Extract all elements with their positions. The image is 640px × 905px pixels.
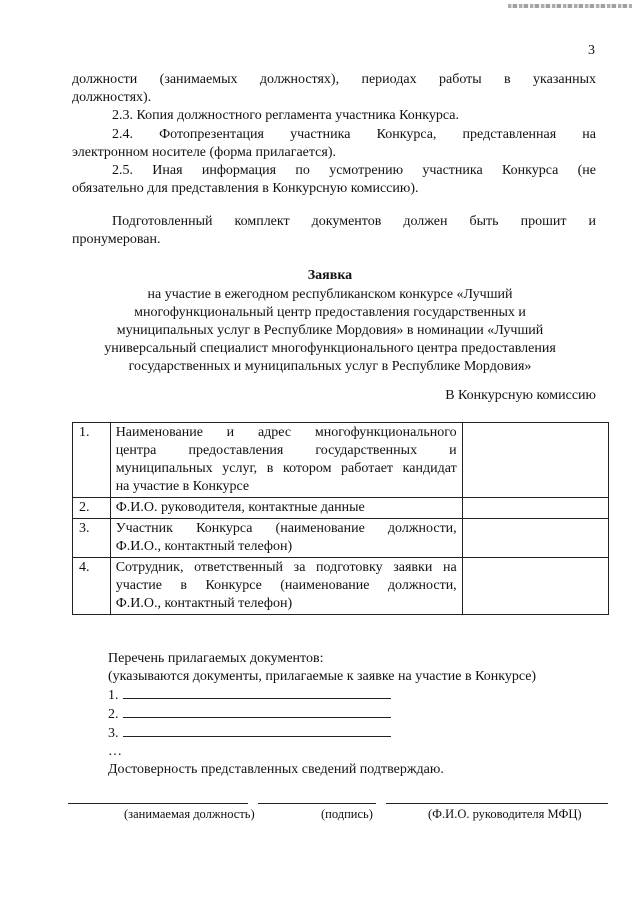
text-line: Ф.И.О., контактный телефон) bbox=[115, 539, 293, 554]
table-row bbox=[73, 423, 609, 498]
item-2-5 bbox=[72, 162, 596, 198]
text-line: муниципальных услуг, в котором работает кандидат bbox=[115, 461, 457, 476]
text-line: пронумерован. bbox=[72, 232, 161, 247]
text-line: на участие в Конкурсе bbox=[115, 479, 250, 494]
doc-item-blank[interactable] bbox=[123, 686, 391, 699]
subtitle-line: муниципальных услуг в Республике Мордовия» в номинации «Лучший bbox=[116, 323, 544, 338]
text-line: должностях). bbox=[72, 90, 152, 105]
doc-item bbox=[108, 705, 536, 724]
item-2-3 bbox=[72, 107, 596, 125]
row-label bbox=[110, 423, 462, 498]
doc-item-blank[interactable] bbox=[123, 705, 391, 718]
doc-item-number: 3. bbox=[108, 726, 119, 741]
doc-item-number: 1. bbox=[108, 688, 119, 703]
addressee: В Конкурсную комиссию bbox=[445, 388, 596, 403]
row-label bbox=[110, 558, 462, 615]
doc-item bbox=[108, 724, 536, 743]
application-table bbox=[72, 422, 609, 615]
subtitle-line: государственных и муниципальных услуг в Республике Мордовия» bbox=[128, 359, 532, 374]
doc-item-number: 2. bbox=[108, 707, 119, 722]
text-line: центра предоставления государственных и bbox=[115, 443, 457, 458]
text-line: Ф.И.О., контактный телефон) bbox=[115, 596, 293, 611]
doc-ellipsis: … bbox=[108, 744, 122, 759]
text-line: Участник Конкурса (наименование должности, bbox=[115, 521, 457, 536]
subtitle-line: на участие в ежегодном республиканском конкурсе «Лучший bbox=[147, 287, 513, 302]
scan-artifact bbox=[508, 4, 632, 8]
text-line: 2.5. Иная информация по усмотрению участника Конкурса (не bbox=[112, 163, 596, 178]
item-2-4 bbox=[72, 126, 596, 162]
row-value-cell[interactable] bbox=[462, 423, 608, 498]
docs-note: (указываются документы, прилагаемые к заявке на участие в Конкурсе) bbox=[108, 669, 537, 684]
doc-item-blank[interactable] bbox=[123, 724, 391, 737]
text-line: Подготовленный комплект документов должен быть прошит и bbox=[112, 214, 596, 229]
subtitle-line: универсальный специалист многофункционального центра предоставления bbox=[104, 341, 556, 356]
position-caption: (занимаемая должность) bbox=[124, 807, 255, 821]
doc-item bbox=[108, 686, 536, 705]
confirmation-text: Достоверность представленных сведений подтверждаю. bbox=[108, 762, 444, 777]
position-signature-line[interactable] bbox=[68, 803, 248, 804]
continuation-paragraph bbox=[72, 71, 596, 107]
row-number: 1. bbox=[73, 423, 111, 498]
text-line: 2.4. Фотопрезентация участника Конкурса, представленная на bbox=[112, 127, 596, 142]
row-label bbox=[110, 498, 462, 519]
text-line: Ф.И.О. руководителя, контактные данные bbox=[115, 500, 365, 515]
subtitle-line: многофункциональный центр предоставления государственных и bbox=[134, 305, 526, 320]
row-label bbox=[110, 519, 462, 558]
text-line: Сотрудник, ответственный за подготовку заявки на bbox=[115, 560, 457, 575]
docs-heading: Перечень прилагаемых документов: bbox=[108, 651, 324, 666]
name-signature-line[interactable] bbox=[386, 803, 608, 804]
row-number: 2. bbox=[73, 498, 111, 519]
table-row bbox=[73, 558, 609, 615]
text-line: электронном носителе (форма прилагается). bbox=[72, 145, 336, 160]
row-value-cell[interactable] bbox=[462, 558, 608, 615]
row-value-cell[interactable] bbox=[462, 519, 608, 558]
text-line: участие в Конкурсе (наименование должности, bbox=[115, 578, 457, 593]
row-value-cell[interactable] bbox=[462, 498, 608, 519]
row-number: 3. bbox=[73, 519, 111, 558]
page-number: 3 bbox=[588, 43, 595, 58]
table-row bbox=[73, 519, 609, 558]
sign-caption: (подпись) bbox=[321, 807, 373, 821]
row-number: 4. bbox=[73, 558, 111, 615]
application-title: Заявка bbox=[307, 268, 353, 283]
table-row bbox=[73, 498, 609, 519]
text-line: 2.3. Копия должностного регламента участника Конкурса. bbox=[112, 108, 459, 123]
package-note bbox=[72, 213, 596, 249]
text-line: Наименование и адрес многофункционального bbox=[115, 425, 457, 440]
text-line: обязательно для представления в Конкурсную комиссию). bbox=[72, 181, 419, 196]
text-line: должности (занимаемых должностях), периодах работы в указанных bbox=[72, 72, 596, 87]
name-caption: (Ф.И.О. руководителя МФЦ) bbox=[428, 807, 582, 821]
docs-list bbox=[108, 650, 536, 779]
sign-signature-line[interactable] bbox=[258, 803, 376, 804]
application-subtitle bbox=[60, 286, 600, 376]
